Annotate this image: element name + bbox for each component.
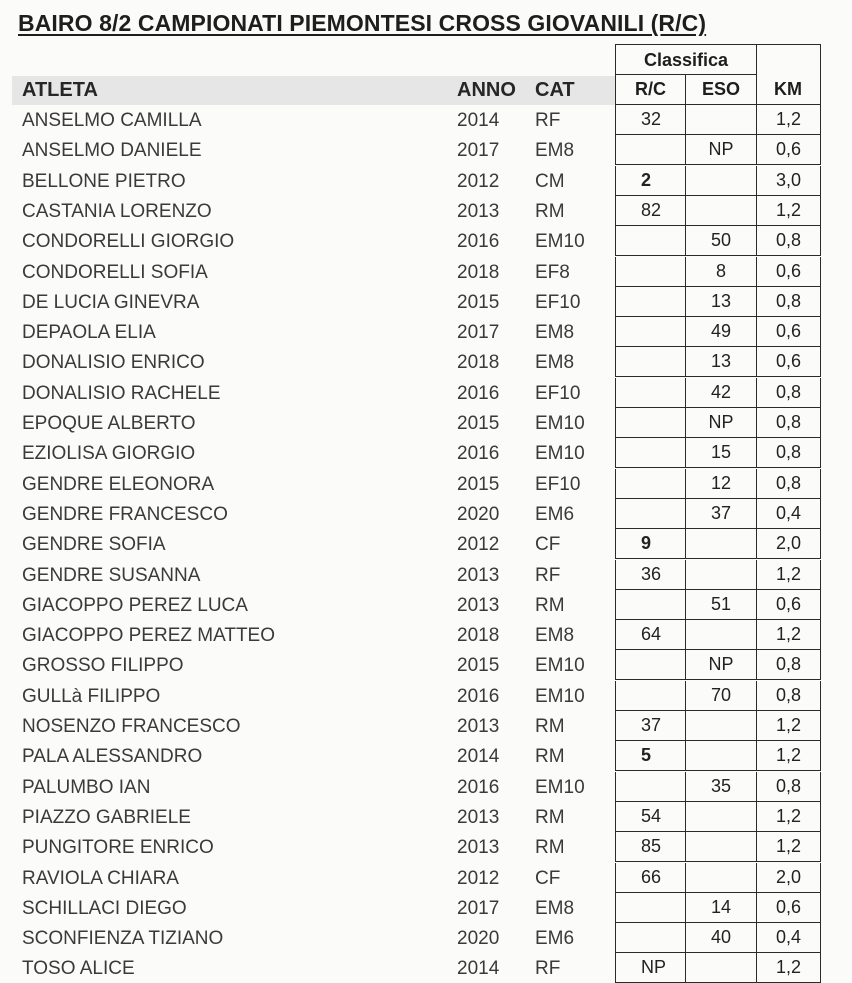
table-row [0,135,852,165]
category: RM [535,806,565,828]
rank-rc-cell [615,317,686,347]
birth-year: 2013 [457,837,500,859]
page-title: BAIRO 8/2 CAMPIONATI PIEMONTESI CROSS GIOVANILI (R/C) [18,10,707,36]
rank-rc-cell [615,347,686,377]
rank-eso-cell [685,802,757,832]
athlete-name: DONALISIO ENRICO [22,352,205,374]
rank-rc-cell [615,590,686,620]
km-cell: 0,8 [756,438,821,468]
column-header-atleta: ATLETA [22,79,98,101]
athlete-name: GULLà FILIPPO [22,685,161,707]
athlete-name: GENDRE SUSANNA [22,564,201,586]
km-cell: 1,2 [756,832,821,862]
rank-rc-cell [615,135,686,165]
column-header-km: KM [756,44,821,105]
birth-year: 2020 [457,503,500,525]
rank-eso-cell: 37 [685,499,757,529]
athlete-name: DEPAOLA ELIA [22,322,156,344]
birth-year: 2016 [457,776,500,798]
rank-rc-cell [615,893,686,923]
table-row [0,681,852,711]
table-row [0,196,852,226]
table-row [0,741,852,771]
km-cell: 0,6 [756,590,821,620]
athlete-name: DONALISIO RACHELE [22,382,221,404]
rank-rc-cell [615,378,686,408]
rank-eso-cell [685,166,757,196]
athlete-name: ANSELMO CAMILLA [22,110,202,131]
table-row [0,893,852,923]
rank-rc-cell: NP [615,953,686,983]
table-row [0,953,852,983]
category: EM10 [535,413,585,434]
athlete-name: TOSO ALICE [22,958,135,980]
rank-eso-cell: 8 [685,257,757,287]
km-cell: 2,0 [756,529,821,559]
rank-rc-cell [615,681,686,711]
rank-rc-cell: 66 [615,863,686,893]
rank-rc-cell: 5 [615,741,686,771]
table-row [0,378,852,408]
column-header-anno: ANNO [457,79,516,101]
rank-eso-cell: 70 [685,681,757,711]
category: RF [535,564,561,586]
table-row [0,650,852,680]
category: EM8 [535,625,575,647]
birth-year: 2016 [457,443,500,465]
table-row [0,347,852,377]
km-cell: 1,2 [756,802,821,832]
category: RM [535,746,565,768]
km-cell: 0,8 [756,772,821,802]
rank-rc-cell [615,287,686,317]
rank-eso-cell [685,560,757,590]
category: EM6 [535,503,575,525]
rank-eso-cell [685,741,757,771]
category: EM8 [535,897,575,919]
athlete-name: GIACOPPO PEREZ MATTEO [22,625,276,647]
rank-eso-cell: NP [685,408,757,438]
birth-year: 2017 [457,897,500,919]
table-row [0,438,852,468]
athlete-name: PALA ALESSANDRO [22,746,203,768]
column-header-eso: ESO [685,74,757,105]
rank-eso-cell: 40 [685,923,757,953]
rank-eso-cell: 13 [685,347,757,377]
rank-eso-cell: NP [685,650,757,680]
category: EM10 [535,685,585,707]
birth-year: 2018 [457,261,500,283]
birth-year: 2013 [457,564,500,586]
table-row [0,257,852,287]
birth-year: 2013 [457,594,500,616]
table-row [0,317,852,347]
table-row [0,711,852,741]
rank-rc-cell [615,650,686,680]
km-cell: 2,0 [756,863,821,893]
athlete-name: CONDORELLI SOFIA [22,261,208,283]
category: CM [535,170,565,192]
rank-eso-cell [685,529,757,559]
category: RF [535,958,561,980]
rank-rc-cell [615,438,686,468]
category: EM10 [535,655,585,677]
km-cell: 0,8 [756,378,821,408]
birth-year: 2016 [457,685,500,707]
rank-rc-cell: 36 [615,560,686,590]
athlete-name: NOSENZO FRANCESCO [22,716,241,737]
birth-year: 2018 [457,352,500,374]
table-row [0,287,852,317]
rank-rc-cell: 82 [615,196,686,226]
km-cell: 0,8 [756,469,821,499]
km-cell: 0,6 [756,347,821,377]
category: EM8 [535,322,575,344]
category: EM10 [535,443,585,465]
category: EM10 [535,231,585,253]
rank-rc-cell [615,499,686,529]
athlete-name: RAVIOLA CHIARA [22,867,179,889]
birth-year: 2017 [457,140,500,162]
table-row [0,529,852,559]
table-row [0,469,852,499]
table-row [0,832,852,862]
km-cell: 0,4 [756,923,821,953]
km-cell: 0,8 [756,226,821,256]
table-row [0,620,852,650]
birth-year: 2014 [457,746,500,768]
rank-rc-cell: 9 [615,529,686,559]
rank-eso-cell: 35 [685,772,757,802]
rank-rc-cell: 64 [615,620,686,650]
birth-year: 2014 [457,958,500,980]
rank-eso-cell: 49 [685,317,757,347]
rank-eso-cell [685,832,757,862]
table-row [0,863,852,893]
km-cell: 1,2 [756,196,821,226]
rank-eso-cell [685,105,757,135]
column-header-rc: R/C [615,74,686,105]
rank-eso-cell: NP [685,135,757,165]
athlete-name: ANSELMO DANIELE [22,140,202,162]
table-row [0,772,852,802]
athlete-name: PALUMBO IAN [22,776,151,798]
km-cell: 0,6 [756,893,821,923]
athlete-name: GENDRE SOFIA [22,534,166,556]
athlete-name: GENDRE ELEONORA [22,473,215,495]
rank-rc-cell [615,772,686,802]
birth-year: 2015 [457,473,500,495]
category: CF [535,534,561,556]
category: EM8 [535,140,575,162]
birth-year: 2016 [457,231,500,253]
category: EM10 [535,776,585,798]
km-cell: 1,2 [756,953,821,983]
athlete-name: EZIOLISA GIORGIO [22,443,196,465]
header-band [12,76,616,105]
birth-year: 2018 [457,625,500,647]
rank-eso-cell: 42 [685,378,757,408]
km-cell: 0,8 [756,287,821,317]
category: RM [535,200,565,222]
table-row [0,226,852,256]
km-cell: 3,0 [756,166,821,196]
athlete-name: EPOQUE ALBERTO [22,413,196,434]
rank-eso-cell [685,863,757,893]
table-row [0,560,852,590]
category: EF10 [535,473,581,495]
category: RF [535,110,561,131]
km-cell: 1,2 [756,620,821,650]
table-row [0,802,852,832]
category: EF10 [535,291,581,313]
rank-rc-cell: 54 [615,802,686,832]
birth-year: 2020 [457,928,500,950]
rank-rc-cell [615,408,686,438]
athlete-name: DE LUCIA GINEVRA [22,291,200,313]
birth-year: 2017 [457,322,500,344]
category: RM [535,594,565,616]
birth-year: 2016 [457,382,500,404]
category: EM8 [535,352,575,374]
athlete-name: PIAZZO GABRIELE [22,806,191,828]
rank-eso-cell: 12 [685,469,757,499]
km-cell: 0,6 [756,135,821,165]
birth-year: 2013 [457,806,500,828]
birth-year: 2015 [457,291,500,313]
birth-year: 2012 [457,867,500,889]
athlete-name: GROSSO FILIPPO [22,655,184,677]
table-row [0,105,852,135]
category: EF8 [535,261,570,283]
rank-eso-cell: 14 [685,893,757,923]
rank-rc-cell: 85 [615,832,686,862]
column-header-cat: CAT [535,79,575,101]
birth-year: 2012 [457,534,500,556]
table-row [0,499,852,529]
km-cell: 1,2 [756,105,821,135]
rank-eso-cell: 51 [685,590,757,620]
birth-year: 2013 [457,716,500,737]
rank-rc-cell [615,257,686,287]
rank-eso-cell: 13 [685,287,757,317]
km-cell: 0,6 [756,317,821,347]
birth-year: 2014 [457,110,500,131]
rank-eso-cell [685,953,757,983]
category: CF [535,867,561,889]
km-cell: 0,8 [756,681,821,711]
km-cell: 0,8 [756,650,821,680]
rank-eso-cell: 15 [685,438,757,468]
table-row [0,408,852,438]
category: RM [535,716,565,737]
rank-eso-cell [685,620,757,650]
athlete-name: SCHILLACI DIEGO [22,897,187,919]
birth-year: 2015 [457,655,500,677]
category: EF10 [535,382,581,404]
athlete-name: PUNGITORE ENRICO [22,837,214,859]
rank-rc-cell: 37 [615,711,686,741]
rank-rc-cell: 2 [615,166,686,196]
rank-eso-cell: 50 [685,226,757,256]
category: EM6 [535,928,575,950]
athlete-name: GENDRE FRANCESCO [22,503,228,525]
athlete-name: BELLONE PIETRO [22,170,186,192]
birth-year: 2012 [457,170,500,192]
rank-rc-cell: 32 [615,105,686,135]
athlete-name: GIACOPPO PEREZ LUCA [22,594,248,616]
table-row [0,590,852,620]
table-row [0,166,852,196]
birth-year: 2015 [457,413,500,434]
rank-rc-cell [615,469,686,499]
athlete-name: CASTANIA LORENZO [22,200,212,222]
rank-rc-cell [615,226,686,256]
rank-eso-cell [685,196,757,226]
km-cell: 1,2 [756,711,821,741]
km-cell: 0,6 [756,257,821,287]
km-cell: 1,2 [756,560,821,590]
athlete-name: SCONFIENZA TIZIANO [22,928,224,950]
km-cell: 0,4 [756,499,821,529]
km-cell: 1,2 [756,741,821,771]
category: RM [535,837,565,859]
table-row [0,923,852,953]
athlete-name: CONDORELLI GIORGIO [22,231,235,253]
rank-eso-cell [685,711,757,741]
birth-year: 2013 [457,200,500,222]
column-group-classifica: Classifica [615,44,757,75]
km-cell: 0,8 [756,408,821,438]
rank-rc-cell [615,923,686,953]
